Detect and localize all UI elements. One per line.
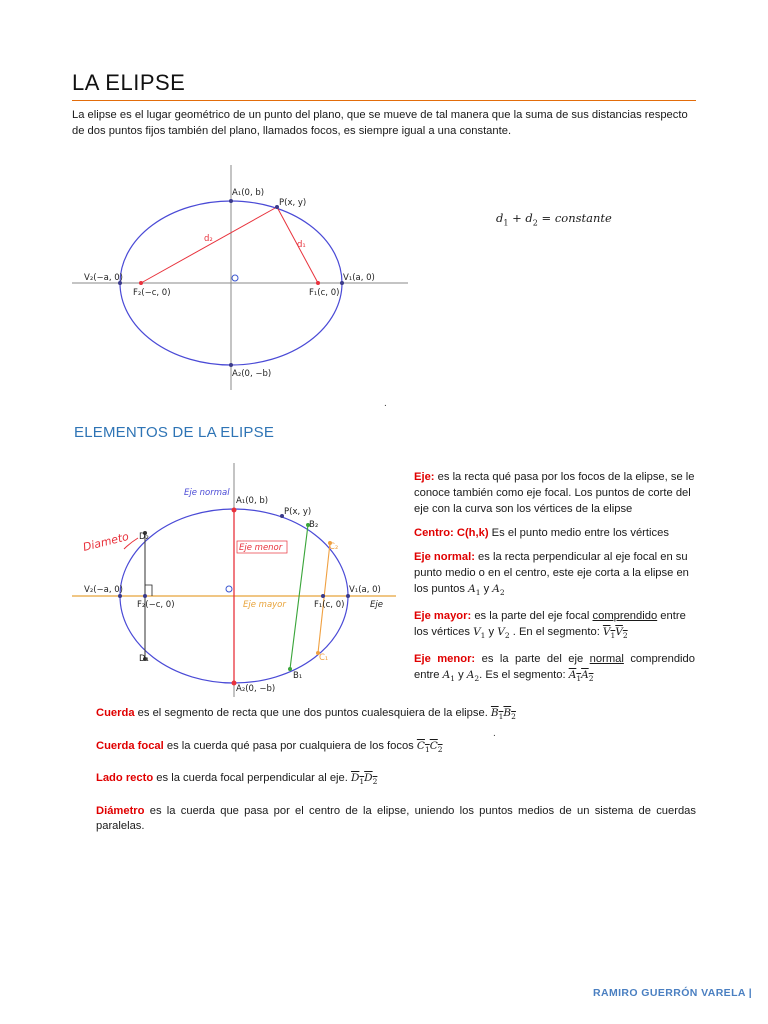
bottom-definitions <box>96 706 696 849</box>
center-point <box>226 586 232 592</box>
section-heading: ELEMENTOS DE LA ELIPSE <box>74 424 275 441</box>
definition-lado-recto: Lado recto es la cuerda focal perpendicular al eje. $D_1D_2$ <box>96 772 378 787</box>
definition-eje-menor: Eje menor: es la parte del eje normal comprendido entre $A_1$ y $A_2$. Es el segmento: $A_1A_2$ <box>414 653 695 684</box>
footer-author: RAMIRO GUERRÓN VARELA | <box>593 987 753 999</box>
stray-dot-2: . <box>493 728 496 739</box>
label-v2: V₂(−a, 0) <box>84 585 123 595</box>
ellipse-figure-basic <box>72 165 408 390</box>
focus-f2-point <box>139 281 143 285</box>
title-underline <box>72 100 696 101</box>
label-eje-menor: Eje menor <box>239 543 283 553</box>
label-eje: Eje <box>370 600 383 610</box>
center-point <box>232 275 238 281</box>
segment-c1c2: $C_1C_2$ <box>416 739 443 754</box>
label-a2: A₂(0, −b) <box>236 684 276 694</box>
label-p: P(x, y) <box>279 198 307 208</box>
d2-segment <box>141 207 277 283</box>
label-b1: B₁ <box>293 671 303 681</box>
label-v1: V₁(a, 0) <box>349 585 381 595</box>
label-c1: C₁ <box>319 653 329 663</box>
definition-cuerda-focal: Cuerda focal es la cuerda qué pasa por cualquiera de los focos $C_1C_2$ <box>96 739 443 754</box>
segment-v1v2: $V_1V_2$ <box>602 625 628 641</box>
chord-c1c2 <box>318 543 330 653</box>
label-f1: F₁(c, 0) <box>314 600 345 610</box>
label-v2: V₂(−a, 0) <box>84 273 123 283</box>
label-f1: F₁(c, 0) <box>309 288 340 298</box>
label-diametro: Diameto <box>81 529 131 554</box>
stray-dot: . <box>384 398 387 409</box>
label-a1: A₁(0, b) <box>236 496 269 506</box>
focus-f2-point <box>143 594 147 598</box>
ellipse-elements-figure <box>72 463 396 697</box>
definition-centro: Centro: C(h,k) Es el punto medio entre los vértices <box>414 526 669 539</box>
label-a2: A₂(0, −b) <box>232 369 272 379</box>
vertex-a1-point <box>232 508 237 513</box>
definition-eje-mayor: Eje mayor: es la parte del eje focal comprendido entre los vértices $V_1$ y $V_2$ . En el segmento: $V_1V_2$ <box>414 610 686 641</box>
focus-f1-point <box>321 594 325 598</box>
definition-eje-normal: Eje normal: es la recta perpendicular al eje focal en su punto medio o en el centro, este eje corta a la elipse en los puntos $A_1$ y $A_2$ <box>414 551 689 597</box>
label-d2: D₂ <box>139 532 149 542</box>
vertex-a1-point <box>229 199 233 203</box>
label-f2: F₂(−c, 0) <box>133 288 171 298</box>
segment-b1b2: $B_1B_2$ <box>490 707 516 722</box>
label-f2: F₂(−c, 0) <box>137 600 175 610</box>
label-a1: A₁(0, b) <box>232 188 265 198</box>
label-d1: d₁ <box>297 240 306 250</box>
intro-paragraph: La elipse es el lugar geométrico de un punto del plano, que se mueve de tal manera que la suma de sus distancias respecto de dos puntos fijos también del plano, llamados focos, es siempre igual a una constante. <box>72 109 688 137</box>
point-b1 <box>288 667 292 671</box>
vertex-a2-point <box>229 363 233 367</box>
definitions-column <box>414 470 695 696</box>
label-c2: C₂ <box>329 542 339 552</box>
segment-d1d2: $D_1D_2$ <box>350 772 378 787</box>
label-b2: B₂ <box>309 520 319 530</box>
focal-sum-formula: $d_1 + d_2$ = constante <box>496 211 612 228</box>
label-eje-mayor: Eje mayor <box>243 600 286 610</box>
label-d1: D₁ <box>139 654 149 664</box>
label-eje-normal: Eje normal <box>184 488 230 498</box>
chord-b1b2 <box>290 525 308 669</box>
definition-eje: Eje: es la recta qué pasa por los focos de la elipse, se le conoce también como eje focal. Los puntos de corte del eje con la curva son los vértices de la elipse <box>414 471 695 515</box>
label-v1: V₁(a, 0) <box>343 273 375 283</box>
label-p: P(x, y) <box>284 507 312 517</box>
page-title: LA ELIPSE <box>72 70 186 95</box>
label-d2: d₂ <box>204 234 213 244</box>
focus-f1-point <box>316 281 320 285</box>
segment-a1a2: $A_1A_2$ <box>568 669 594 684</box>
definition-cuerda: Cuerda es el segmento de recta que une dos puntos cualesquiera de la elipse. $B_1B_2$ <box>96 707 516 722</box>
definition-diametro: Diámetro es la cuerda que pasa por el centro de la elipse, uniendo los puntos medios de un sistema de cuerdas paralelas. <box>96 804 696 833</box>
